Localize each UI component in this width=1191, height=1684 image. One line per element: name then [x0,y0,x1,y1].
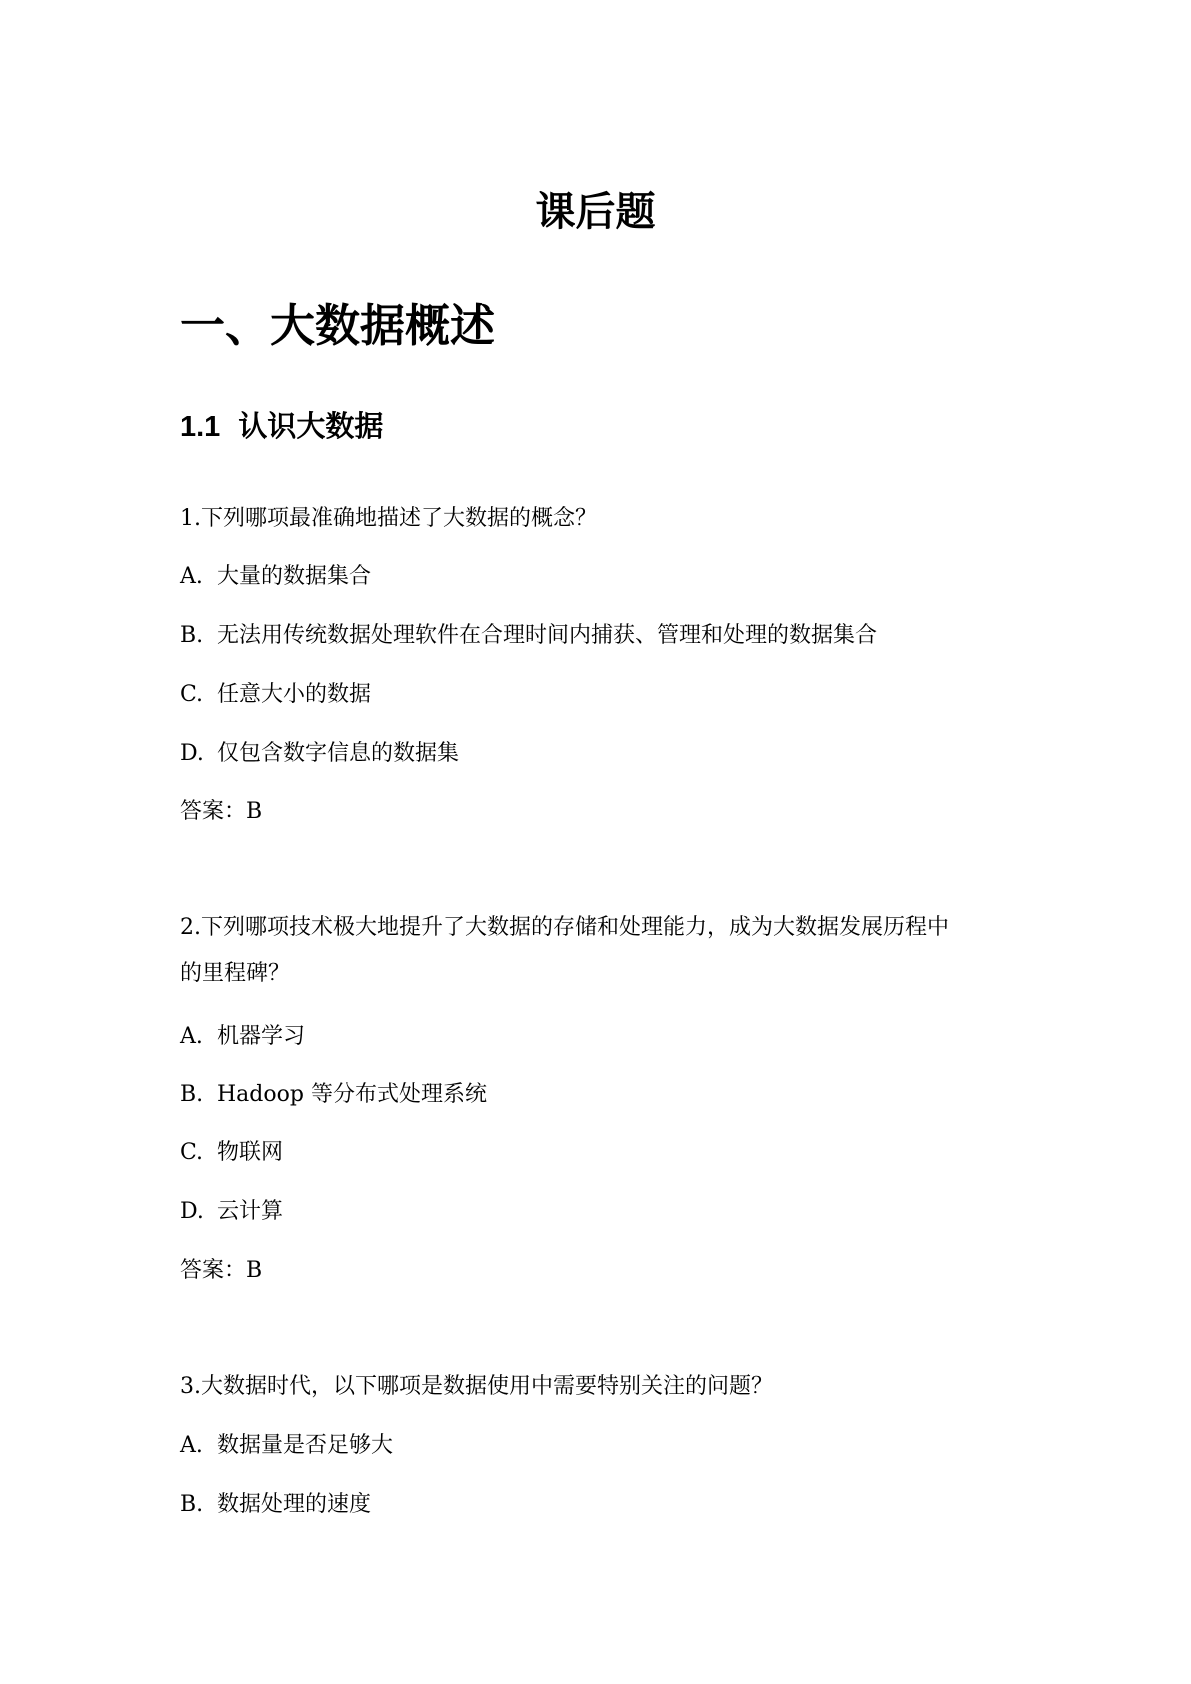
option-text: 云计算 [217,1199,284,1224]
question-3-option-b [180,1490,371,1520]
question-2-option-d [180,1197,283,1227]
section-heading [180,408,383,446]
option-text: 仅包含数字信息的数据集 [217,741,460,766]
option-text: 无法用传统数据处理软件在合理时间内捕获、管理和处理的数据集合 [217,623,878,648]
option-letter: B. [180,1082,204,1107]
question-1-option-c [180,680,371,710]
question-2-option-b [180,1080,487,1110]
question-1-text: 1.下列哪项最准确地描述了大数据的概念？ [180,506,597,531]
option-text: 数据量是否足够大 [217,1433,394,1458]
option-letter: D. [180,1199,204,1224]
option-letter: A. [180,1433,203,1458]
option-letter: C. [180,682,204,707]
question-2-option-a [180,1022,305,1052]
chapter-heading: 一、大数据概述 [180,299,496,352]
question-3-text: 3.大数据时代，以下哪项是数据使用中需要特别关注的问题？ [180,1374,773,1399]
option-text: 大量的数据集合 [217,564,372,589]
option-text: 物联网 [217,1140,284,1165]
option-letter: D. [180,741,204,766]
question-1-option-b [180,621,877,651]
option-letter: B. [180,1492,204,1517]
option-letter: A. [180,1024,203,1049]
question-1-answer: 答案：B [180,799,263,824]
question-2-text-line-1: 2.下列哪项技术极大地提升了大数据的存储和处理能力，成为大数据发展历程中 [180,915,949,940]
option-letter: C. [180,1140,204,1165]
document-title: 课后题 [535,189,656,235]
option-text: 数据处理的速度 [217,1492,372,1517]
question-2-text-line-2: 的里程碑？ [180,961,291,986]
section-number: 1.1 [180,411,221,443]
option-letter: B. [180,623,204,648]
question-1-option-a [180,562,371,592]
option-text: 任意大小的数据 [217,682,372,707]
option-text: Hadoop 等分布式处理系统 [217,1082,487,1107]
option-letter: A. [180,564,203,589]
option-text: 机器学习 [217,1024,306,1049]
question-2-option-c [180,1138,283,1168]
question-1-option-d [180,739,459,769]
question-3-option-a [180,1431,393,1461]
section-title: 认识大数据 [238,411,384,443]
question-2-answer: 答案：B [180,1258,263,1283]
